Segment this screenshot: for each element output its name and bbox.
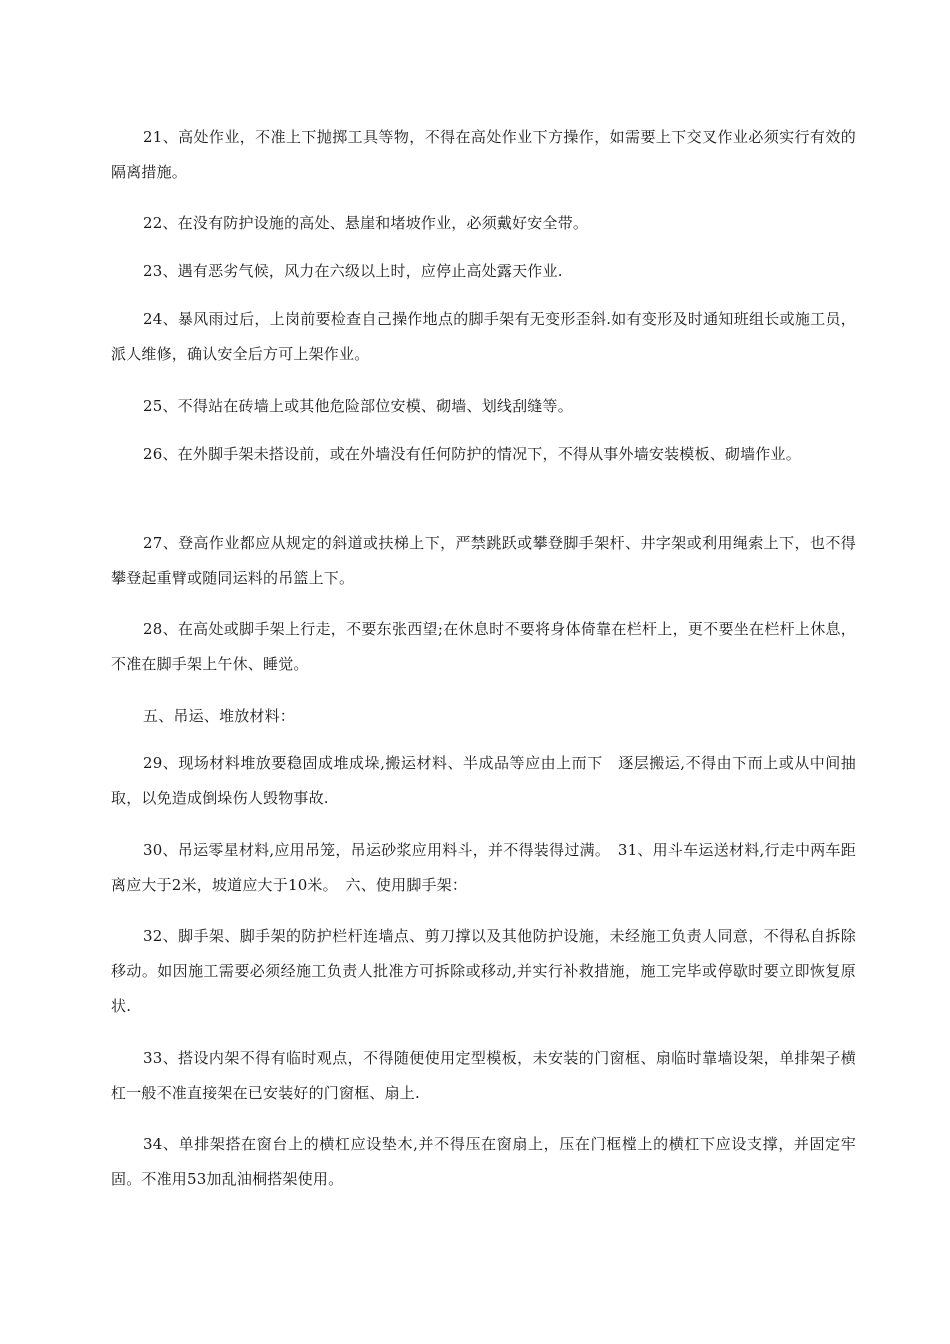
- paragraph-21: 21、高处作业，不准上下抛掷工具等物，不得在高处作业下方操作，如需要上下交叉作业必须实行有效的隔离措施。: [111, 128, 856, 181]
- paragraph-25: 25、不得站在砖墙上或其他危险部位安模、砌墙、划线刮缝等。: [143, 397, 573, 415]
- paragraph-23: 23、遇有恶劣气候，风力在六级以上时，应停止高处露天作业.: [143, 262, 563, 280]
- paragraph-24: 24、暴风雨过后，上岗前要检查自己操作地点的脚手架有无变形歪斜.如有变形及时通知班组长或施工员，派人维修，确认安全后方可上架作业。: [111, 310, 856, 363]
- paragraph-22: 22、在没有防护设施的高处、悬崖和堵坡作业，必须戴好安全带。: [143, 214, 589, 232]
- paragraph-28: 28、在高处或脚手架上行走，不要东张西望;在休息时不要将身体倚靠在栏杆上，更不要坐在栏杆上休息，不准在脚手架上午休、睡觉。: [111, 620, 856, 673]
- paragraph-30-31: 30、吊运零星材料,应用吊笼，吊运砂浆应用料斗，并不得装得过满。 31、用斗车运送材料,行走中两车距离应大于2米，坡道应大于10米。 六、使用脚手架：: [111, 841, 856, 894]
- section-heading-5: 五、吊运、堆放材料：: [143, 707, 296, 725]
- paragraph-29: 29、现场材料堆放要稳固成堆成垛,搬运材料、半成品等应由上而下 逐层搬运,不得由下而上或从中间抽取，以免造成倒垛伤人毁物事故.: [111, 754, 856, 807]
- paragraph-27: 27、登高作业都应从规定的斜道或扶梯上下，严禁跳跃或攀登脚手架杆、井字架或利用绳索上下，也不得攀登起重臂或随同运料的吊篮上下。: [111, 534, 856, 587]
- paragraph-33: 33、搭设内架不得有临时观点，不得随便使用定型模板，未安装的门窗框、扇临时靠墙设架，单排架子横杠一般不准直接架在已安装好的门窗框、扇上.: [111, 1049, 856, 1102]
- paragraph-26: 26、在外脚手架未搭设前，或在外墙没有任何防护的情况下，不得从事外墙安装模板、砌墙作业。: [143, 445, 801, 463]
- paragraph-34: 34、单排架搭在窗台上的横杠应设垫木,并不得压在窗扇上，压在门框樘上的横杠下应设支撑，并固定牢固。不准用53加乱油桐搭架使用。: [111, 1135, 856, 1188]
- paragraph-32: 32、脚手架、脚手架的防护栏杆连墙点、剪刀撑以及其他防护设施，未经施工负责人同意，不得私自拆除移动。如因施工需要必须经施工负责人批准方可拆除或移动,并实行补救措施，施工完毕或停歇时要立即恢复原状.: [111, 927, 856, 1015]
